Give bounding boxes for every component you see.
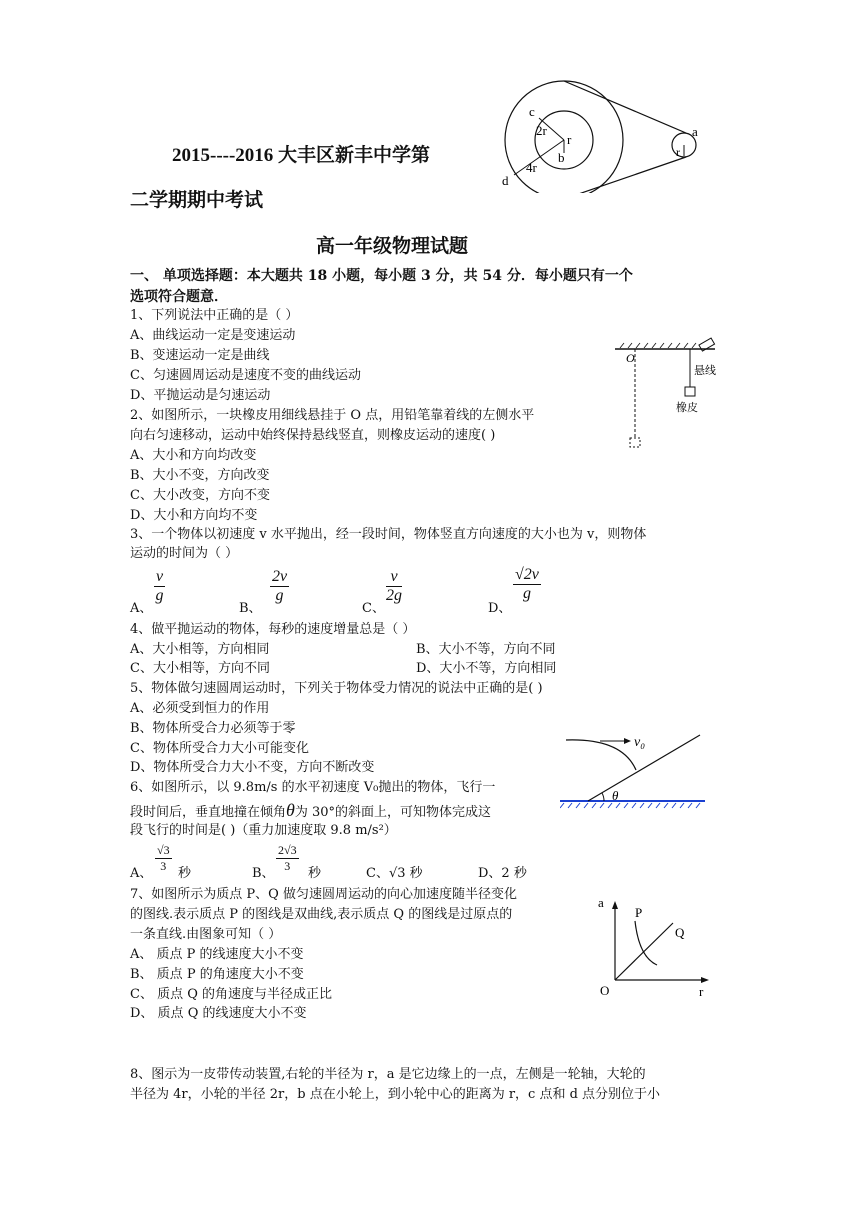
q8-stem-line2: 半径为 4r，小轮的半径 2r，b 点在小轮上，到小轮中心的距离为 r，c 点和 d 点分别位于小 bbox=[130, 1087, 661, 1102]
q3-fraction-c: $\frac{v}{2g}$ bbox=[386, 568, 402, 604]
eraser-label: 橡皮 bbox=[676, 402, 698, 414]
label-c: c bbox=[529, 104, 535, 119]
q2-option-b: B、大小不变，方向改变 bbox=[130, 468, 270, 483]
q6-option-b-fraction: $\frac{2√3}{3}$ bbox=[278, 843, 297, 873]
q7-option-c: C、 质点 Q 的角速度与半径成正比 bbox=[130, 987, 333, 1002]
q8-stem-line1: 8、图示为一皮带传动装置,右轮的半径为 r，a 是它边缘上的一点，左侧是一轮轴，大轮的 bbox=[130, 1067, 646, 1082]
label-d: d bbox=[502, 173, 509, 188]
q7-option-a: A、 质点 P 的线速度大小不变 bbox=[130, 947, 304, 962]
q3-stem-line2: 运动的时间为（ ） bbox=[130, 546, 239, 561]
q1-option-d: D、平抛运动是匀速运动 bbox=[130, 388, 271, 403]
q4-option-d: D、大小不等，方向相同 bbox=[416, 661, 557, 676]
q1-stem: 1、下列说法中正确的是（ ） bbox=[130, 308, 299, 323]
q4-stem: 4、做平抛运动的物体，每秒的速度增量总是（ ） bbox=[130, 622, 416, 637]
theta-symbol: θ bbox=[286, 800, 295, 820]
q6-option-a-unit: 秒 bbox=[178, 866, 192, 881]
exam-title-line2: 二学期期中考试 bbox=[130, 190, 264, 211]
q2-stem-line2: 向右匀速移动，运动中始终保持悬线竖直，则橡皮运动的速度( ) bbox=[130, 428, 496, 443]
q6-option-b-letter: B、 bbox=[252, 866, 275, 881]
label-a: a bbox=[692, 124, 698, 139]
label-4r: 4r bbox=[526, 160, 537, 175]
exam-title-line1: 2015----2016 大丰区新丰中学第 bbox=[172, 145, 431, 166]
q3-stem-line1: 3、一个物体以初速度 v 水平抛出，经一段时间，物体竖直方向速度的大小也为 v，则物体 bbox=[130, 527, 647, 542]
q6-option-a-fraction: $\frac{√3}{3}$ bbox=[157, 843, 170, 873]
q6-stem-line3: 段飞行的时间是( )（重力加速度取 9.8 m/s²） bbox=[130, 823, 397, 838]
axis-a-label: a bbox=[598, 895, 604, 910]
label-2r: 2r bbox=[536, 123, 547, 138]
origin-label: O bbox=[600, 983, 610, 998]
exam-subtitle: 高一年级物理试题 bbox=[316, 235, 469, 257]
line-q-label: Q bbox=[675, 925, 685, 940]
q2-option-d: D、大小和方向均不变 bbox=[130, 508, 258, 523]
q3-fraction-d: $\frac{√2v}{g}$ bbox=[515, 566, 539, 602]
q6-option-c: C、√3 秒 bbox=[366, 866, 423, 881]
q6-stem-line2-part1: 段时间后，垂直地撞在倾角 bbox=[130, 805, 287, 820]
q3-fraction-b: $\frac{2v}{g}$ bbox=[272, 568, 288, 604]
o-label: O bbox=[626, 351, 635, 365]
q6-stem-line2-part2: 为 30°的斜面上，可知物体完成这 bbox=[294, 805, 492, 820]
q3-option-c-letter: C、 bbox=[362, 601, 385, 616]
q6-stem-line1: 6、如图所示，以 9.8m/s 的水平初速度 V₀抛出的物体，飞行一 bbox=[130, 780, 496, 795]
q5-option-c: C、物体所受合力大小可能变化 bbox=[130, 741, 309, 756]
q3-fraction-a: $\frac{v}{g}$ bbox=[155, 568, 164, 604]
q7-stem-line1: 7、如图所示为质点 P、Q 做匀速圆周运动的向心加速度随半径变化 bbox=[130, 887, 517, 902]
q5-option-d: D、物体所受合力大小不变，方向不断改变 bbox=[130, 760, 375, 775]
q1-option-c: C、匀速圆周运动是速度不变的曲线运动 bbox=[130, 368, 361, 383]
label-r: r bbox=[567, 132, 572, 147]
label-b: b bbox=[558, 150, 565, 165]
q3-option-d-letter: D、 bbox=[488, 601, 512, 616]
q1-option-a: A、曲线运动一定是变速运动 bbox=[130, 328, 296, 343]
q4-option-c: C、大小相等，方向不同 bbox=[130, 661, 270, 676]
q6-option-b-unit: 秒 bbox=[308, 866, 322, 881]
q7-option-b: B、 质点 P 的角速度大小不变 bbox=[130, 967, 304, 982]
q5-stem: 5、物体做匀速圆周运动时，下列关于物体受力情况的说法中正确的是( ) bbox=[130, 681, 543, 696]
q6-stem-line2 bbox=[130, 801, 491, 822]
q3-option-b-letter: B、 bbox=[239, 601, 262, 616]
theta-label: θ bbox=[612, 788, 619, 803]
label-r-small: r bbox=[676, 145, 680, 159]
string-label: 悬线 bbox=[694, 365, 716, 377]
q6-option-a-letter: A、 bbox=[130, 866, 153, 881]
q5-option-a: A、必须受到恒力的作用 bbox=[130, 701, 270, 716]
incline-projectile-figure bbox=[560, 730, 710, 810]
axis-r-label: r bbox=[699, 984, 704, 999]
q3-option-a-letter: A、 bbox=[130, 601, 153, 616]
v0-label: v₀ bbox=[634, 735, 646, 750]
q6-option-d: D、2 秒 bbox=[478, 866, 527, 881]
q2-option-a: A、大小和方向均改变 bbox=[130, 448, 257, 463]
q4-option-a: A、大小相等，方向相同 bbox=[130, 642, 270, 657]
eraser-string-figure bbox=[610, 335, 720, 455]
curve-p-label: P bbox=[635, 905, 643, 920]
section1-heading-line1: 一、 单项选择题：本大题共 18 小题，每小题 3 分，共 54 分．每小题只有一个 bbox=[130, 268, 633, 284]
q2-option-c: C、大小改变，方向不变 bbox=[130, 488, 270, 503]
q7-stem-line2: 的图线.表示质点 P 的图线是双曲线,表示质点 Q 的图线是过原点的 bbox=[130, 907, 513, 922]
q7-stem-line3: 一条直线.由图象可知（ ） bbox=[130, 927, 282, 942]
section1-heading-line2: 选项符合题意． bbox=[130, 289, 228, 305]
q2-stem-line1: 2、如图所示，一块橡皮用细线悬挂于 O 点，用铅笔靠着线的左侧水平 bbox=[130, 408, 535, 423]
belt-drive-figure bbox=[495, 78, 705, 193]
acceleration-radius-graph bbox=[595, 895, 720, 1000]
q1-option-b: B、变速运动一定是曲线 bbox=[130, 348, 270, 363]
q5-option-b: B、物体所受合力必须等于零 bbox=[130, 721, 296, 736]
q7-option-d: D、 质点 Q 的线速度大小不变 bbox=[130, 1006, 307, 1021]
q4-option-b: B、大小不等，方向不同 bbox=[416, 642, 556, 657]
